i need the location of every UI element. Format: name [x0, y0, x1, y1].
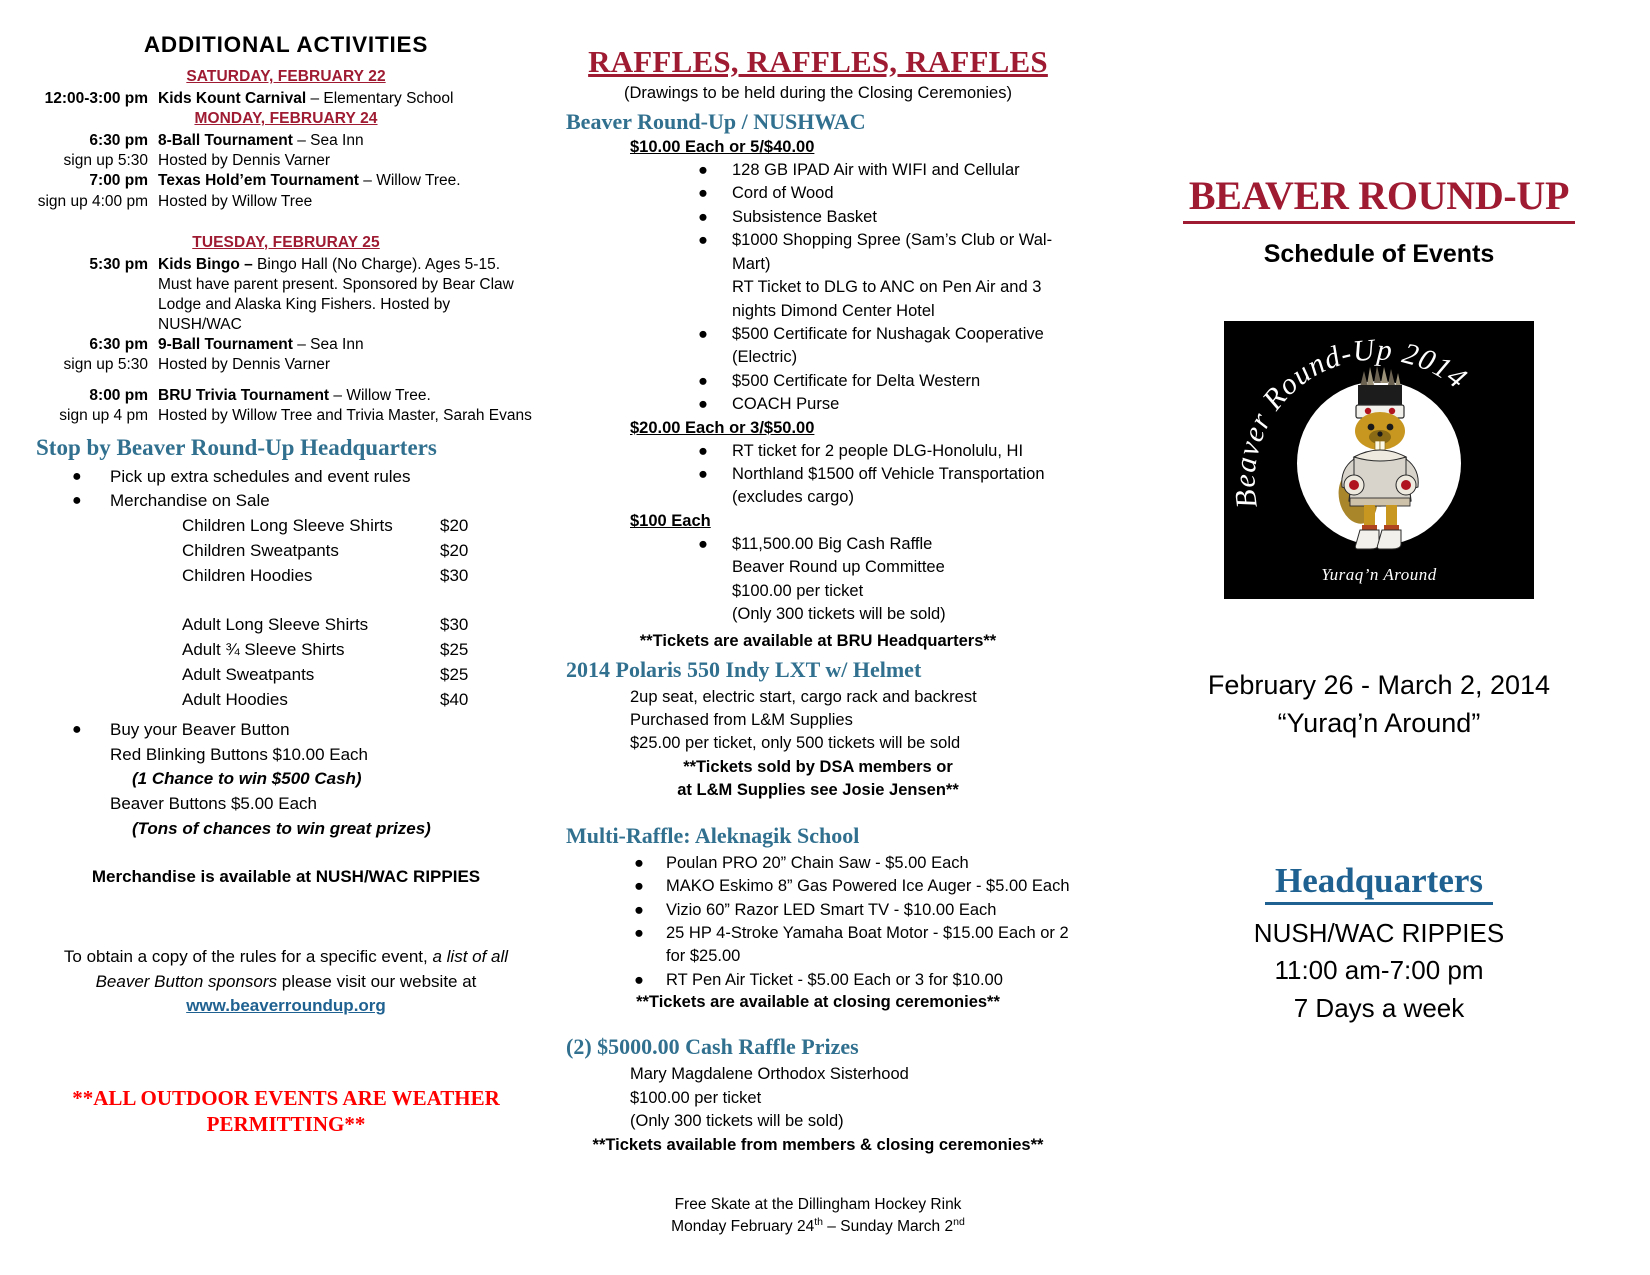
schedule-desc — [158, 151, 536, 171]
list-item-label: (Only 300 tickets will be sold) — [732, 605, 946, 624]
schedule-row — [36, 171, 536, 191]
list-item — [698, 533, 1078, 556]
merch-price: $20 — [440, 541, 469, 561]
table-row — [182, 663, 502, 688]
list-item — [698, 580, 1078, 603]
list-item — [698, 323, 1078, 370]
list-item — [698, 182, 1078, 205]
polaris-note-line-2: at L&M Supplies see Josie Jensen** — [677, 781, 959, 800]
schedule-time: 5:30 pm — [89, 255, 148, 273]
list-item — [72, 718, 536, 743]
rules-text-post: please visit our website at — [277, 971, 477, 991]
day-heading-saturday: SATURDAY, FEBRUARY 22 — [186, 68, 386, 85]
merch-name: Adult Long Sleeve Shirts — [182, 615, 369, 635]
raffle-section-heading-nushwac: Beaver Round-Up / NUSHWAC — [566, 109, 866, 134]
raffle-note-members-closing: **Tickets available from members & closing ceremonies** — [592, 1135, 1044, 1154]
raffle-price-tier-1: $10.00 Each or 5/$40.00 — [630, 138, 815, 156]
bullet-icon: ● — [698, 395, 708, 414]
bullet-icon: ● — [634, 970, 644, 989]
polaris-note-line-1: **Tickets sold by DSA members or — [683, 757, 953, 776]
bullet-icon: ● — [698, 441, 708, 460]
schedule-time: sign up 5:30 — [63, 152, 148, 170]
list-item-label: 25 HP 4-Stroke Yamaha Boat Motor - $15.00 Each or 2 for $25.00 — [666, 923, 1069, 966]
bullet-icon: ● — [698, 184, 708, 203]
raffle-price-tier-3: $100 Each — [630, 511, 711, 530]
merchandise-adult-table — [36, 613, 536, 713]
bullet-icon: ● — [634, 923, 644, 942]
schedule-row — [36, 406, 536, 426]
list-item — [698, 393, 1078, 416]
list-item — [634, 922, 1078, 969]
bullet-icon: ● — [698, 231, 708, 250]
multi-raffle-item-list — [558, 852, 1078, 993]
bullet-icon: ● — [634, 900, 644, 919]
list-item-label: Vizio 60” Razor LED Smart TV - $10.00 Each — [666, 900, 997, 919]
raffle-price-tier-2: $20.00 Each or 3/$50.00 — [630, 418, 815, 437]
table-row — [182, 613, 502, 638]
list-item-label: Pick up extra schedules and event rules — [110, 466, 411, 486]
schedule-desc-rest: – Elementary School — [306, 90, 454, 107]
list-item-label: Cord of Wood — [732, 184, 834, 203]
list-item — [634, 899, 1078, 922]
list-item — [72, 465, 536, 490]
merch-price: $40 — [440, 690, 469, 710]
schedule-list — [36, 68, 536, 426]
weather-disclaimer — [36, 1085, 536, 1138]
schedule-row — [36, 335, 536, 355]
merch-name: Adult Sweatpants — [182, 665, 315, 685]
schedule-desc-rest: Hosted by Willow Tree — [158, 192, 313, 210]
weather-line-1: **ALL OUTDOOR EVENTS ARE WEATHER — [72, 1085, 500, 1110]
rules-paragraph — [36, 945, 536, 1018]
website-link[interactable]: www.beaverroundup.org — [186, 996, 386, 1016]
ordinal-suffix-nd: nd — [953, 1216, 965, 1229]
spacer — [36, 589, 536, 613]
cash-raffle-line: $100.00 per ticket — [630, 1088, 762, 1107]
schedule-row — [36, 386, 536, 406]
bullet-icon: ● — [698, 534, 708, 553]
schedule-desc — [158, 355, 536, 375]
schedule-time: sign up 5:30 — [63, 356, 148, 374]
merch-price: $25 — [440, 665, 469, 685]
beaver-button-line: Red Blinking Buttons $10.00 Each — [110, 744, 369, 764]
schedule-desc — [158, 386, 536, 406]
merchandise-availability-note: Merchandise is available at NUSH/WAC RIPPIES — [91, 867, 481, 887]
bullet-icon: ● — [698, 465, 708, 484]
table-row — [182, 514, 502, 539]
list-item — [698, 603, 1078, 626]
svg-text:Beaver Round-Up 2014: Beaver Round-Up 2014 — [1228, 333, 1474, 511]
polaris-detail-line: 2up seat, electric start, cargo rack and backrest — [630, 687, 977, 706]
schedule-desc — [158, 171, 536, 191]
day-heading-monday: MONDAY, FEBRUARY 24 — [194, 110, 378, 128]
schedule-desc-bold: 8-Ball Tournament — [158, 132, 293, 150]
beaver-button-line: (Tons of chances to win great prizes) — [132, 818, 431, 838]
weather-line-2: PERMITTING** — [206, 1111, 366, 1136]
schedule-row — [36, 255, 536, 336]
raffle-note-closing-ceremonies: **Tickets are available at closing ceremonies** — [636, 993, 1000, 1012]
schedule-row — [36, 355, 536, 375]
schedule-desc — [158, 255, 536, 336]
raffle-prize-list-2 — [558, 440, 1078, 510]
table-row — [182, 564, 502, 589]
schedule-desc — [158, 406, 536, 426]
schedule-desc-rest: – Sea Inn — [292, 132, 364, 150]
raffle-section-heading-cash: (2) $5000.00 Cash Raffle Prizes — [566, 1034, 859, 1060]
table-row — [182, 539, 502, 564]
bullet-icon: ● — [634, 877, 644, 896]
raffle-prize-list-3 — [558, 533, 1078, 627]
list-item-label: $11,500.00 Big Cash Raffle — [732, 534, 933, 553]
rules-text-pre: To obtain a copy of the rules for a specific event, — [63, 947, 433, 967]
merch-name: Children Sweatpants — [182, 541, 339, 561]
schedule-desc-bold: 9-Ball Tournament — [158, 336, 293, 354]
schedule-time: 12:00-3:00 pm — [44, 90, 148, 107]
merch-name: Adult ¾ Sleeve Shirts — [182, 640, 345, 660]
list-item-label: RT Ticket to DLG to ANC on Pen Air and 3 nights Dimond Center Hotel — [732, 278, 1042, 320]
raffles-subtitle: (Drawings to be held during the Closing Ceremonies) — [624, 84, 1012, 102]
event-dates — [1136, 666, 1622, 743]
list-item-label: Beaver Round up Committee — [732, 558, 945, 577]
event-dates-line-2: “Yuraq’n Around” — [1277, 708, 1481, 739]
beaver-button-line: Beaver Buttons $5.00 Each — [110, 793, 317, 813]
additional-activities-title: ADDITIONAL ACTIVITIES — [143, 32, 429, 57]
rules-text-italic: a list of all Beaver Button sponsors — [95, 947, 509, 991]
free-skate-note — [558, 1195, 1078, 1239]
schedule-row — [36, 151, 536, 171]
free-skate-line-2-b: – Sunday March 2 — [823, 1218, 954, 1236]
bullet-icon: ● — [698, 161, 708, 179]
list-item-label: RT ticket for 2 people DLG-Honolulu, HI — [732, 441, 1024, 460]
polaris-detail-line: $25.00 per ticket, only 500 tickets will be sold — [630, 734, 961, 753]
list-item-label: Poulan PRO 20” Chain Saw - $5.00 Each — [666, 853, 969, 872]
raffle-section-heading-multi: Multi-Raffle: Aleknagik School — [566, 822, 860, 848]
merch-price: $30 — [440, 615, 469, 635]
bullet-icon: ● — [634, 853, 644, 872]
page-title: BEAVER ROUND-UP — [1183, 172, 1575, 224]
beaver-mascot-icon — [1314, 365, 1444, 555]
schedule-desc-bold: BRU Trivia Tournament — [158, 386, 330, 404]
headquarters-title: Headquarters — [1265, 861, 1493, 905]
list-item — [72, 489, 536, 514]
list-item — [698, 463, 1078, 510]
list-item — [698, 370, 1078, 393]
merch-name: Children Hoodies — [182, 566, 313, 586]
headquarters-line: NUSH/WAC RIPPIES — [1253, 917, 1505, 948]
schedule-time: sign up 4 pm — [59, 406, 148, 424]
list-item — [698, 440, 1078, 463]
headquarters-line: 7 Days a week — [1293, 993, 1465, 1024]
table-row — [182, 638, 502, 663]
left-column — [28, 22, 536, 1275]
bullet-icon: ● — [698, 207, 708, 226]
list-item-label: Subsistence Basket — [732, 207, 877, 226]
list-item — [698, 229, 1078, 276]
schedule-desc-bold: Texas Hold’em Tournament — [158, 172, 359, 190]
event-dates-line-1: February 26 - March 2, 2014 — [1207, 670, 1551, 700]
schedule-row — [36, 192, 536, 212]
headquarters-line: 11:00 am-7:00 pm — [1274, 955, 1484, 986]
schedule-desc-rest: Hosted by Dennis Varner — [158, 356, 331, 374]
bullet-icon: ● — [698, 371, 708, 390]
list-item-label: $500 Certificate for Nushagak Cooperative (Electric) — [732, 324, 1044, 367]
schedule-desc-rest: – Sea Inn — [292, 336, 364, 354]
list-item-label: MAKO Eskimo 8” Gas Powered Ice Auger - $5.00 Each — [666, 877, 1070, 896]
right-column — [1078, 22, 1622, 1275]
list-item-label: $100.00 per ticket — [732, 581, 864, 600]
schedule-time: sign up 4:00 pm — [37, 192, 148, 210]
schedule-desc-bold: Kids Bingo – — [158, 255, 253, 273]
list-item-label: COACH Purse — [732, 395, 840, 414]
list-item-label: RT Pen Air Ticket - $5.00 Each or 3 for $10.00 — [666, 970, 1003, 989]
list-item — [634, 852, 1078, 875]
page-subtitle: Schedule of Events — [1263, 240, 1495, 268]
raffles-title: RAFFLES, RAFFLES, RAFFLES — [588, 44, 1048, 79]
bullet-icon: ● — [698, 324, 708, 343]
list-item-label: 128 GB IPAD Air with WIFI and Cellular — [732, 161, 1020, 179]
list-item-label: $500 Certificate for Delta Western — [732, 371, 981, 390]
day-heading-tuesday: TUESDAY, FEBRURAY 25 — [192, 233, 380, 251]
raffle-section-heading-polaris: 2014 Polaris 550 Indy LXT w/ Helmet — [566, 656, 922, 682]
middle-column — [536, 22, 1078, 1275]
merch-price: $25 — [440, 640, 469, 660]
schedule-row — [36, 89, 536, 109]
schedule-time: 8:00 pm — [89, 386, 148, 404]
schedule-time: 6:30 pm — [89, 132, 148, 150]
list-item-label: Merchandise on Sale — [110, 491, 270, 511]
beaver-roundup-logo — [1224, 321, 1534, 599]
logo-bottom-script: Yuraq’n Around — [1321, 565, 1437, 584]
raffle-note-bru-headquarters: **Tickets are available at BRU Headquarters** — [639, 631, 997, 650]
merch-name: Children Long Sleeve Shirts — [182, 516, 393, 536]
list-item — [698, 206, 1078, 229]
bullet-icon: ● — [72, 492, 82, 510]
schedule-desc — [158, 131, 536, 151]
merch-price: $30 — [440, 566, 469, 586]
schedule-desc-rest: – Willow Tree. — [329, 386, 431, 404]
schedule-desc — [158, 89, 536, 109]
schedule-desc-rest: Bingo Hall (No Charge). Ages 5-15. Must have parent present. Sponsored by Bear Claw Lodge and Alaska King Fishers. Hosted by NUSH/WAC — [158, 255, 514, 334]
table-row — [182, 688, 502, 713]
main-title-wrap — [1136, 22, 1622, 224]
headquarters-title-wrap — [1136, 743, 1622, 905]
schedule-desc-rest: Hosted by Dennis Varner — [158, 152, 331, 170]
ordinal-suffix-th: th — [814, 1216, 823, 1229]
polaris-detail-line: Purchased from L&M Supplies — [630, 711, 853, 730]
list-item — [634, 875, 1078, 898]
hq-section-heading: Stop by Beaver Round-Up Headquarters — [36, 434, 437, 460]
beaver-button-line: (1 Chance to win $500 Cash) — [132, 769, 362, 789]
schedule-time: 7:00 pm — [89, 172, 148, 190]
cash-raffle-line: (Only 300 tickets will be sold) — [630, 1112, 844, 1131]
merch-name: Adult Hoodies — [182, 690, 288, 710]
free-skate-line-1: Free Skate at the Dillingham Hockey Rink — [674, 1195, 962, 1213]
schedule-desc — [158, 335, 536, 355]
list-item-label: $1000 Shopping Spree (Sam’s Club or Wal-Mart) — [732, 231, 1053, 273]
schedule-desc-rest: – Willow Tree. — [358, 172, 461, 190]
list-item-label: Buy your Beaver Button — [110, 720, 290, 739]
headquarters-details — [1136, 915, 1622, 1028]
schedule-desc-rest: Hosted by Willow Tree and Trivia Master, Sarah Evans — [158, 406, 532, 424]
schedule-row — [36, 131, 536, 151]
list-item — [698, 556, 1078, 579]
merch-price: $20 — [440, 516, 469, 536]
cash-raffle-line: Mary Magdalene Orthodox Sisterhood — [630, 1065, 909, 1084]
bullet-icon: ● — [72, 467, 82, 485]
schedule-desc — [158, 192, 536, 212]
list-item — [698, 159, 1078, 182]
free-skate-line-2-a: Monday February 24 — [671, 1218, 815, 1236]
list-item — [634, 969, 1078, 992]
schedule-desc-bold: Kids Kount Carnival — [158, 90, 307, 107]
merchandise-children-table — [36, 514, 536, 589]
list-item-label: Northland $1500 off Vehicle Transportation (excludes cargo) — [732, 465, 1045, 507]
raffle-prize-list-1 — [558, 159, 1078, 417]
schedule-time: 6:30 pm — [89, 336, 148, 354]
bullet-icon: ● — [72, 721, 82, 738]
logo-wrap — [1136, 321, 1622, 604]
list-item — [698, 276, 1078, 323]
